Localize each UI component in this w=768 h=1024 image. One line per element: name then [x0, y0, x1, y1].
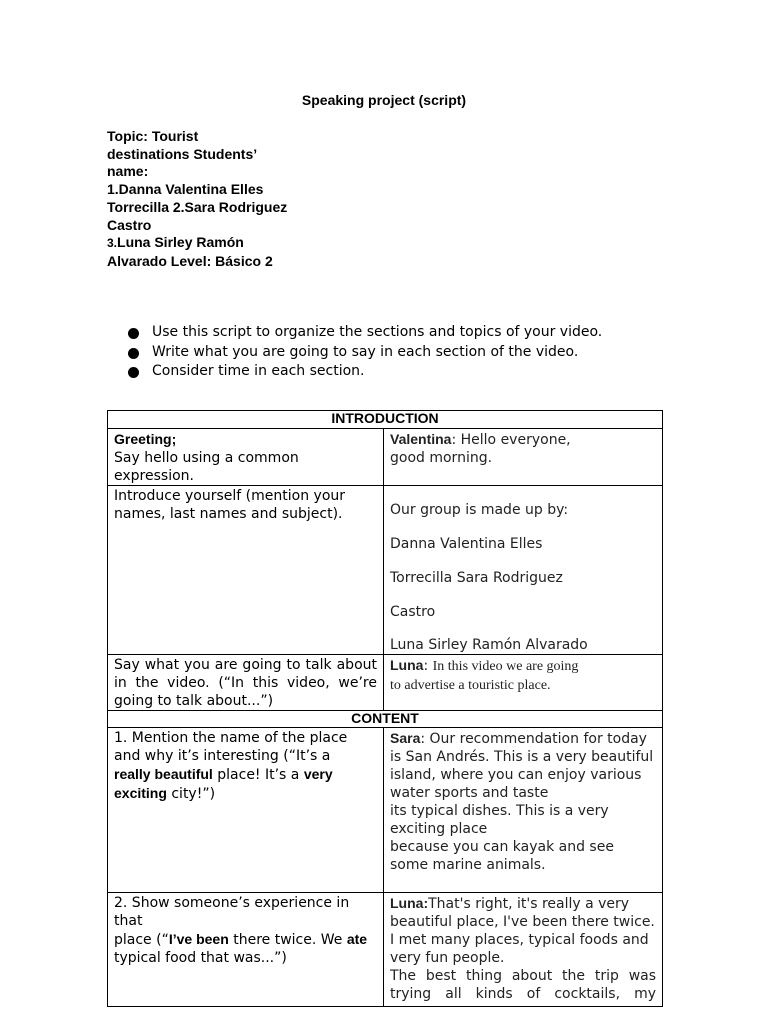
greeting-instruction-text: Say hello using a common expression. — [114, 450, 299, 484]
instruction-text: typical food that was...”) — [114, 950, 287, 966]
speech-text: because you can kayak and see some marine animals. — [390, 839, 614, 873]
speech-text: island, where you can enjoy various water sports and taste — [390, 767, 642, 801]
instruction-text: Write what you are going to say in each section of the video. — [152, 343, 579, 360]
greeting-label: Greeting; — [114, 431, 177, 447]
header-line: Castro — [107, 216, 152, 233]
instruction-item — [128, 362, 602, 382]
introduce-script-cell — [384, 486, 663, 655]
header-line: Torrecilla 2.Sara Rodriguez — [107, 198, 288, 215]
talk-about-script-cell — [384, 655, 663, 711]
document-title: Speaking project (script) — [301, 92, 467, 108]
group-line: Danna Valentina Elles — [390, 536, 543, 552]
speaker-name: Luna: — [390, 895, 429, 911]
instruction-text: place (“ — [114, 932, 169, 948]
mention-place-instruction-cell — [108, 728, 384, 893]
group-line: Torrecilla Sara Rodriguez — [390, 570, 563, 586]
introduce-instruction-cell — [108, 486, 384, 655]
mention-place-script-cell — [384, 728, 663, 893]
header-line: destinations Students’ — [107, 145, 258, 162]
instruction-item — [128, 323, 602, 343]
introduction-header: INTRODUCTION — [108, 411, 663, 429]
speech-text: In this video we are going — [432, 659, 579, 674]
header-line: 1.Danna Valentina Elles — [107, 181, 264, 198]
bullet-icon — [128, 367, 139, 378]
emphasis-text: very exciting — [114, 766, 333, 801]
instruction-text: there twice. We — [228, 932, 347, 948]
group-line: Castro — [390, 604, 436, 620]
speech-separator: : — [423, 658, 433, 674]
instruction-text: city!”) — [166, 786, 216, 802]
header-line — [107, 234, 327, 253]
greeting-script-cell — [384, 429, 663, 486]
speech-text: its typical dishes. This is a very exciting place — [390, 803, 609, 837]
instruction-text: 2. Show someone’s experience in that — [114, 895, 350, 929]
speech-text: That's right, it's really a very beautiful place, I've been there twice. I met many places, typical foods and very fun people. — [390, 896, 655, 966]
greeting-instruction-cell — [108, 429, 384, 486]
speech-text: to advertise a touristic place. — [390, 678, 551, 693]
talk-about-instruction-cell — [108, 655, 384, 711]
emphasis-text: really beautiful — [114, 766, 213, 782]
speech-text: : Hello everyone, good morning. — [390, 432, 571, 466]
bullet-icon — [128, 328, 139, 339]
content-header: CONTENT — [108, 711, 663, 728]
header-line: Topic: Tourist — [107, 128, 199, 144]
instruction-item — [128, 343, 602, 363]
instruction-text: 1. Mention the name of the place and why it’s interesting (“It’s a — [114, 730, 348, 764]
instruction-text: Consider time in each section. — [152, 363, 365, 379]
introduce-instruction-text: Introduce yourself (mention your names, last names and subject). — [114, 488, 346, 522]
experience-script-cell — [384, 893, 663, 1007]
group-line: Our group is made up by: — [390, 502, 569, 518]
speech-text: : Our recommendation for today is San Andrés. This is a very beautiful — [390, 731, 654, 765]
script-table — [107, 410, 663, 1007]
header-line-text: Luna Sirley Ramón — [117, 234, 244, 251]
instruction-text: place! It’s a — [212, 767, 304, 783]
instruction-text: Use this script to organize the sections and topics of your video. — [152, 324, 603, 340]
header-info — [107, 128, 327, 271]
header-line-number: 3. — [107, 236, 118, 251]
bullet-icon — [128, 348, 139, 359]
emphasis-text: ate — [346, 931, 368, 947]
speech-text: The best thing about the trip was trying all kinds of cocktails, my — [390, 968, 657, 1002]
speaker-name: Valentina — [390, 431, 452, 447]
emphasis-text: I’ve been — [168, 931, 229, 947]
header-line: name: — [107, 163, 149, 180]
speaker-name: Luna — [390, 657, 424, 673]
talk-about-instruction-text: Say what you are going to talk about in the video. (“In this video, we’re going to talk about...”) — [114, 657, 377, 709]
header-line: Alvarado Level: Básico 2 — [107, 252, 273, 269]
instructions-list — [128, 323, 602, 382]
speaker-name: Sara — [390, 730, 421, 746]
experience-instruction-cell — [108, 893, 384, 1007]
group-line: Luna Sirley Ramón Alvarado — [390, 637, 588, 653]
